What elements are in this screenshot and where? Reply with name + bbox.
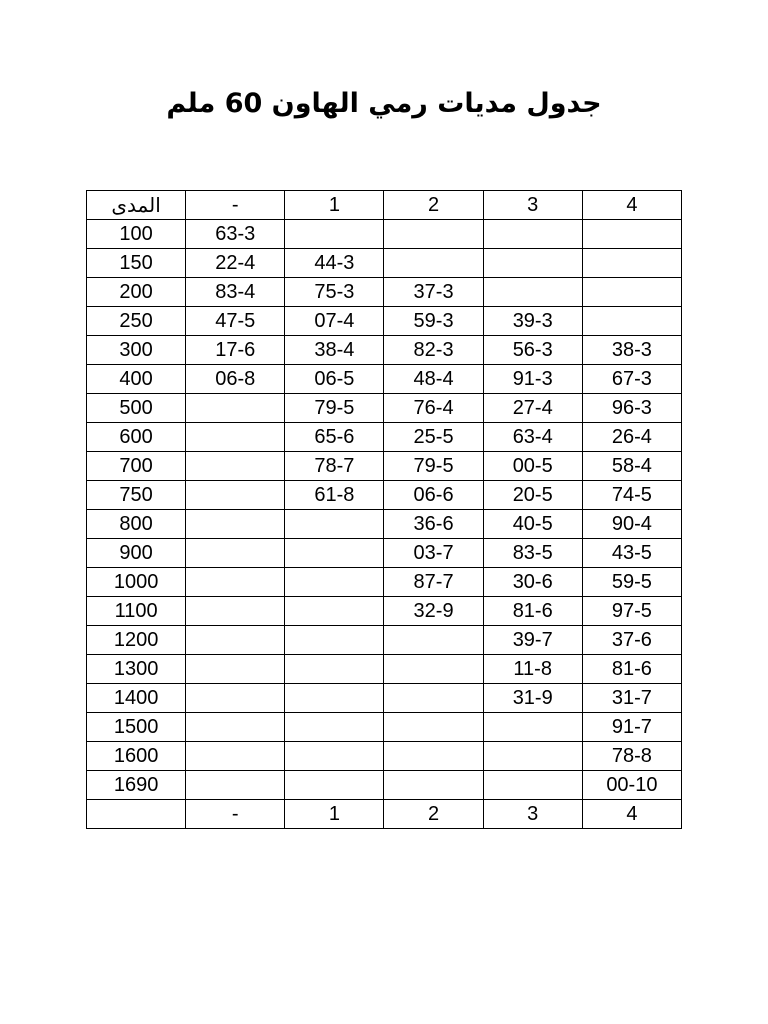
table-row xyxy=(87,626,682,655)
elevation-cell: 26-4 xyxy=(582,423,681,452)
table-row xyxy=(87,742,682,771)
elevation-cell: 74-5 xyxy=(582,481,681,510)
elevation-cell xyxy=(285,220,384,249)
elevation-cell: 59-5 xyxy=(582,568,681,597)
elevation-cell: 91-3 xyxy=(483,365,582,394)
elevation-cell xyxy=(186,394,285,423)
range-cell: 100 xyxy=(87,220,186,249)
elevation-cell: 78-7 xyxy=(285,452,384,481)
elevation-cell: 2 xyxy=(384,800,483,829)
elevation-cell xyxy=(186,423,285,452)
elevation-cell xyxy=(186,742,285,771)
elevation-cell: 30-6 xyxy=(483,568,582,597)
elevation-cell xyxy=(582,249,681,278)
range-cell: 400 xyxy=(87,365,186,394)
elevation-cell: 56-3 xyxy=(483,336,582,365)
table-body xyxy=(87,191,682,829)
range-cell: 1100 xyxy=(87,597,186,626)
mortar-range-table xyxy=(86,190,682,829)
table-row xyxy=(87,539,682,568)
elevation-cell: 06-5 xyxy=(285,365,384,394)
range-cell: 700 xyxy=(87,452,186,481)
elevation-cell xyxy=(483,220,582,249)
elevation-cell: 40-5 xyxy=(483,510,582,539)
table-row xyxy=(87,394,682,423)
elevation-cell: 59-3 xyxy=(384,307,483,336)
elevation-cell: 67-3 xyxy=(582,365,681,394)
table-row xyxy=(87,510,682,539)
elevation-cell: 25-5 xyxy=(384,423,483,452)
elevation-cell xyxy=(186,684,285,713)
table-row xyxy=(87,452,682,481)
elevation-cell xyxy=(285,684,384,713)
elevation-cell: 79-5 xyxy=(285,394,384,423)
elevation-cell xyxy=(285,626,384,655)
table-row xyxy=(87,771,682,800)
range-cell: 750 xyxy=(87,481,186,510)
elevation-cell: 22-4 xyxy=(186,249,285,278)
elevation-cell: 79-5 xyxy=(384,452,483,481)
elevation-cell: 90-4 xyxy=(582,510,681,539)
elevation-cell: 36-6 xyxy=(384,510,483,539)
elevation-cell xyxy=(285,655,384,684)
elevation-cell: 63-3 xyxy=(186,220,285,249)
elevation-cell xyxy=(384,220,483,249)
elevation-cell: 43-5 xyxy=(582,539,681,568)
elevation-cell: 31-7 xyxy=(582,684,681,713)
range-cell: 1000 xyxy=(87,568,186,597)
table-row xyxy=(87,307,682,336)
table-row xyxy=(87,365,682,394)
elevation-cell xyxy=(483,713,582,742)
range-cell: 500 xyxy=(87,394,186,423)
elevation-cell xyxy=(384,655,483,684)
elevation-cell xyxy=(582,278,681,307)
header-row xyxy=(87,191,682,220)
elevation-cell: 38-3 xyxy=(582,336,681,365)
elevation-cell xyxy=(285,742,384,771)
elevation-cell: 31-9 xyxy=(483,684,582,713)
header-cell-charge-0: - xyxy=(186,191,285,220)
range-cell: 300 xyxy=(87,336,186,365)
elevation-cell xyxy=(186,481,285,510)
elevation-cell xyxy=(186,771,285,800)
elevation-cell: 1 xyxy=(285,800,384,829)
elevation-cell: 82-3 xyxy=(384,336,483,365)
table-row xyxy=(87,568,682,597)
elevation-cell: 27-4 xyxy=(483,394,582,423)
elevation-cell: 11-8 xyxy=(483,655,582,684)
elevation-cell: 32-9 xyxy=(384,597,483,626)
elevation-cell xyxy=(483,278,582,307)
table-row xyxy=(87,481,682,510)
table-row xyxy=(87,278,682,307)
elevation-cell xyxy=(384,742,483,771)
elevation-cell: 58-4 xyxy=(582,452,681,481)
elevation-cell: 83-4 xyxy=(186,278,285,307)
elevation-cell: 20-5 xyxy=(483,481,582,510)
elevation-cell: 75-3 xyxy=(285,278,384,307)
elevation-cell: 07-4 xyxy=(285,307,384,336)
elevation-cell: 87-7 xyxy=(384,568,483,597)
elevation-cell xyxy=(384,771,483,800)
range-cell: 1600 xyxy=(87,742,186,771)
table-row xyxy=(87,423,682,452)
elevation-cell xyxy=(483,249,582,278)
elevation-cell xyxy=(285,713,384,742)
range-cell: 800 xyxy=(87,510,186,539)
elevation-cell xyxy=(582,307,681,336)
elevation-cell: 63-4 xyxy=(483,423,582,452)
table-row xyxy=(87,597,682,626)
header-cell-charge-1: 1 xyxy=(285,191,384,220)
elevation-cell: 17-6 xyxy=(186,336,285,365)
elevation-cell: 48-4 xyxy=(384,365,483,394)
range-cell: 1400 xyxy=(87,684,186,713)
elevation-cell: 97-5 xyxy=(582,597,681,626)
elevation-cell xyxy=(384,713,483,742)
elevation-cell: 83-5 xyxy=(483,539,582,568)
table-row xyxy=(87,249,682,278)
elevation-cell: 81-6 xyxy=(582,655,681,684)
elevation-cell: 37-3 xyxy=(384,278,483,307)
elevation-cell xyxy=(285,510,384,539)
elevation-cell xyxy=(186,713,285,742)
header-cell-charge-3: 3 xyxy=(483,191,582,220)
elevation-cell xyxy=(186,568,285,597)
elevation-cell: 65-6 xyxy=(285,423,384,452)
header-cell-range: المدى xyxy=(87,191,186,220)
elevation-cell xyxy=(186,655,285,684)
range-cell: 1500 xyxy=(87,713,186,742)
table-row xyxy=(87,336,682,365)
range-cell: 1300 xyxy=(87,655,186,684)
range-cell: 1690 xyxy=(87,771,186,800)
elevation-cell: 00-10 xyxy=(582,771,681,800)
elevation-cell: - xyxy=(186,800,285,829)
elevation-cell: 76-4 xyxy=(384,394,483,423)
elevation-cell xyxy=(285,539,384,568)
header-cell-charge-2: 2 xyxy=(384,191,483,220)
range-cell xyxy=(87,800,186,829)
page-title: جدول مديات رمي الهاون 60 ملم xyxy=(166,88,602,119)
table-row xyxy=(87,220,682,249)
elevation-cell: 38-4 xyxy=(285,336,384,365)
range-cell: 900 xyxy=(87,539,186,568)
elevation-cell xyxy=(285,771,384,800)
footer-row xyxy=(87,800,682,829)
range-cell: 200 xyxy=(87,278,186,307)
elevation-cell xyxy=(186,452,285,481)
elevation-cell: 3 xyxy=(483,800,582,829)
range-cell: 250 xyxy=(87,307,186,336)
elevation-cell: 03-7 xyxy=(384,539,483,568)
elevation-cell xyxy=(186,626,285,655)
elevation-cell: 91-7 xyxy=(582,713,681,742)
elevation-cell xyxy=(186,510,285,539)
elevation-cell xyxy=(285,568,384,597)
elevation-cell xyxy=(384,249,483,278)
elevation-cell: 06-6 xyxy=(384,481,483,510)
elevation-cell: 96-3 xyxy=(582,394,681,423)
elevation-cell xyxy=(186,539,285,568)
table-row xyxy=(87,713,682,742)
elevation-cell xyxy=(483,742,582,771)
range-cell: 150 xyxy=(87,249,186,278)
elevation-cell xyxy=(384,626,483,655)
range-cell: 600 xyxy=(87,423,186,452)
elevation-cell xyxy=(582,220,681,249)
table-row xyxy=(87,684,682,713)
header-cell-charge-4: 4 xyxy=(582,191,681,220)
elevation-cell: 00-5 xyxy=(483,452,582,481)
elevation-cell: 47-5 xyxy=(186,307,285,336)
elevation-cell: 81-6 xyxy=(483,597,582,626)
elevation-cell: 78-8 xyxy=(582,742,681,771)
elevation-cell xyxy=(186,597,285,626)
elevation-cell: 39-7 xyxy=(483,626,582,655)
elevation-cell xyxy=(285,597,384,626)
table-row xyxy=(87,655,682,684)
elevation-cell: 4 xyxy=(582,800,681,829)
range-cell: 1200 xyxy=(87,626,186,655)
elevation-cell: 06-8 xyxy=(186,365,285,394)
elevation-cell: 61-8 xyxy=(285,481,384,510)
elevation-cell xyxy=(483,771,582,800)
elevation-cell: 37-6 xyxy=(582,626,681,655)
elevation-cell xyxy=(384,684,483,713)
elevation-cell: 44-3 xyxy=(285,249,384,278)
elevation-cell: 39-3 xyxy=(483,307,582,336)
